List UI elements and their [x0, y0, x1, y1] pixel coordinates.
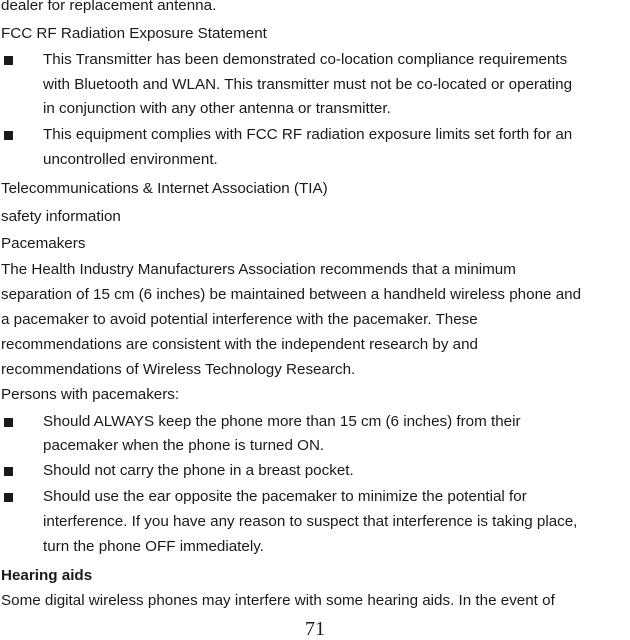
bullet-icon	[4, 493, 13, 502]
bullet-text: Should use the ear opposite the pacemaker to minimize the potential for	[43, 488, 527, 505]
paragraph-line: Some digital wireless phones may interfere with some hearing aids. In the event of	[1, 592, 555, 609]
section-heading: FCC RF Radiation Exposure Statement	[1, 25, 267, 42]
bullet-text: uncontrolled environment.	[43, 151, 218, 168]
bullet-text: Should not carry the phone in a breast pocket.	[43, 462, 354, 479]
bullet-icon	[4, 56, 13, 65]
paragraph-line: separation of 15 cm (6 inches) be maintained between a handheld wireless phone and	[1, 286, 582, 303]
bullet-icon	[4, 418, 13, 427]
bullet-text: in conjunction with any other antenna or transmitter.	[43, 100, 391, 117]
bullet-text: This Transmitter has been demonstrated co-location compliance requirements	[43, 51, 568, 68]
paragraph-line: The Health Industry Manufacturers Association recommends that a minimum	[1, 261, 516, 278]
bullet-icon	[4, 467, 13, 476]
section-heading: safety information	[1, 208, 121, 225]
bullet-text: pacemaker when the phone is turned ON.	[43, 437, 325, 454]
bullet-text: with Bluetooth and WLAN. This transmitter must not be co-located or operating	[43, 76, 573, 93]
bullet-text: This equipment complies with FCC RF radiation exposure limits set forth for an	[43, 126, 573, 143]
page-number: 71	[305, 618, 325, 640]
bullet-icon	[4, 131, 13, 140]
text-line: dealer for replacement antenna.	[1, 0, 217, 14]
section-heading: Hearing aids	[1, 567, 93, 584]
subsection-heading: Persons with pacemakers:	[1, 386, 180, 403]
section-heading: Telecommunications & Internet Association (TIA)	[1, 180, 328, 197]
bullet-text: Should ALWAYS keep the phone more than 15 cm (6 inches) from their	[43, 413, 521, 430]
bullet-text: interference. If you have any reason to suspect that interference is taking place,	[43, 513, 578, 530]
bullet-text: turn the phone OFF immediately.	[43, 538, 264, 555]
paragraph-line: recommendations are consistent with the independent research by and	[1, 336, 479, 353]
subsection-heading: Pacemakers	[1, 235, 86, 252]
paragraph-line: recommendations of Wireless Technology Research.	[1, 361, 356, 378]
paragraph-line: a pacemaker to avoid potential interference with the pacemaker. These	[1, 311, 478, 328]
